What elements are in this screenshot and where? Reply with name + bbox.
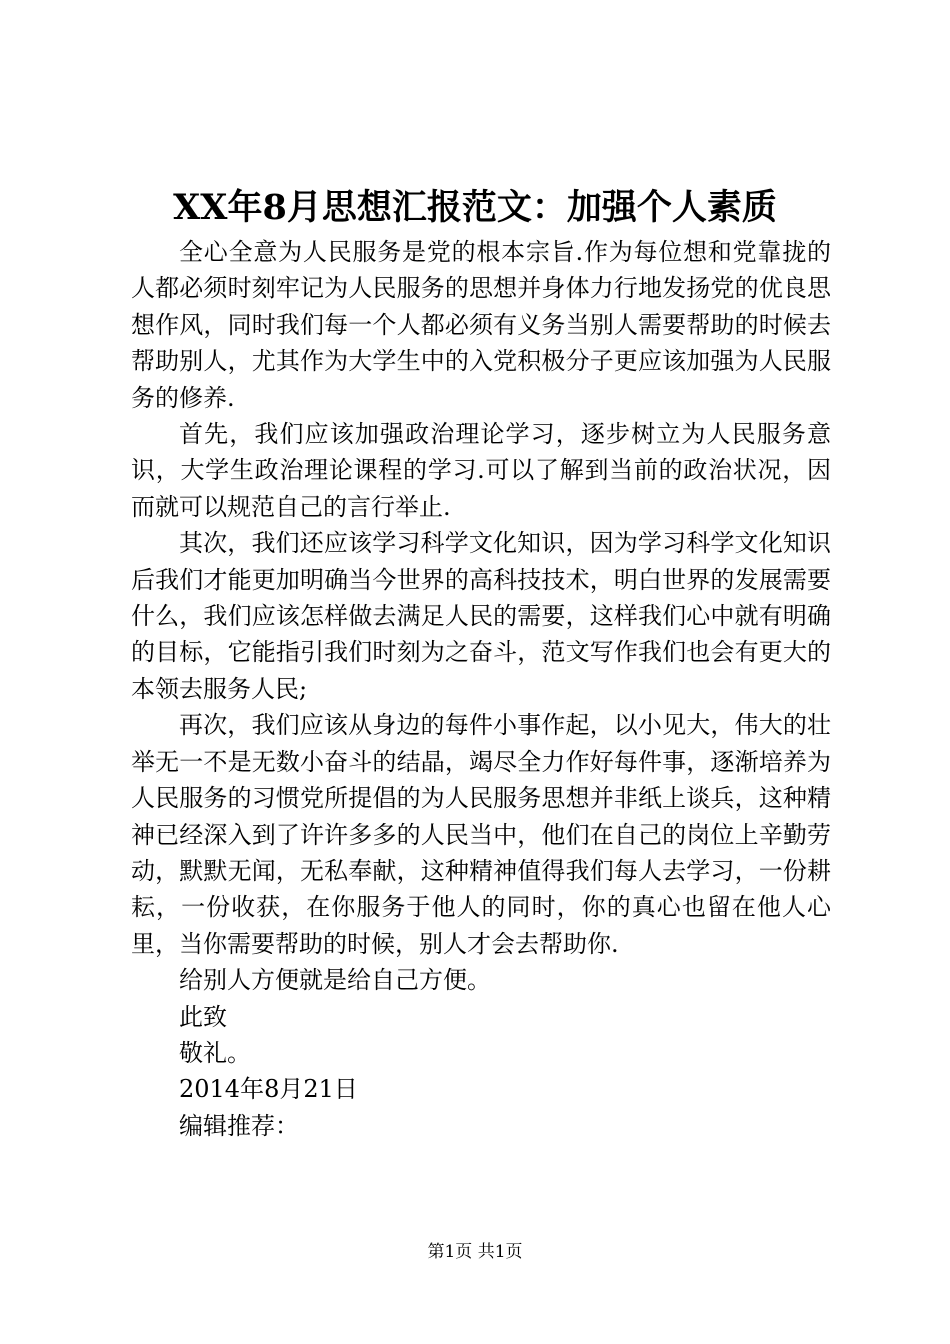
- page-footer: 第1页 共1页: [427, 1242, 523, 1262]
- closing-remark: 给别人方便就是给自己方便。: [179, 966, 491, 995]
- salutation-line: 此致: [179, 1002, 227, 1031]
- document-title: XX年8月思想汇报范文：加强个人素质: [173, 187, 777, 228]
- editor-recommendation: 编辑推荐：: [179, 1111, 299, 1140]
- body-paragraph: 其次，我们还应该学习科学文化知识，因为学习科学文化知识后我们才能更加明确当今世界的高科技技术，明白世界的发展需要什么，我们应该怎样做去满足人民的需要，这样我们心中就有明确的目标，它能指引我们时刻为之奋斗，范文写作我们也会有更大的本领去服务人民;: [131, 529, 831, 703]
- body-paragraph: 首先，我们应该加强政治理论学习，逐步树立为人民服务意识，大学生政治理论课程的学习.可以了解到当前的政治状况，因而就可以规范自己的言行举止.: [131, 420, 831, 521]
- body-paragraph: 全心全意为人民服务是党的根本宗旨.作为每位想和党靠拢的人都必须时刻牢记为人民服务的思想并身体力行地发扬党的优良思想作风，同时我们每一个人都必须有义务当别人需要帮助的时候去帮助别人，尤其作为大学生中的入党积极分子更应该加强为人民服务的修养.: [131, 238, 831, 412]
- document-date: 2014年8月21日: [179, 1075, 358, 1104]
- document-body: [131, 234, 831, 1144]
- body-paragraph: 再次，我们应该从身边的每件小事作起，以小见大，伟大的壮举无一不是无数小奋斗的结晶，竭尽全力作好每件事，逐渐培养为人民服务的习惯党所提倡的为人民服务思想并非纸上谈兵，这种精神已经深入到了许许多多的人民当中，他们在自己的岗位上辛勤劳动，默默无闻，无私奉献，这种精神值得我们每人去学习，一份耕耘，一份收获，在你服务于他人的同时，你的真心也留在他人心里，当你需要帮助的时候，别人才会去帮助你.: [131, 711, 831, 958]
- salutation-regards: 敬礼。: [179, 1038, 251, 1067]
